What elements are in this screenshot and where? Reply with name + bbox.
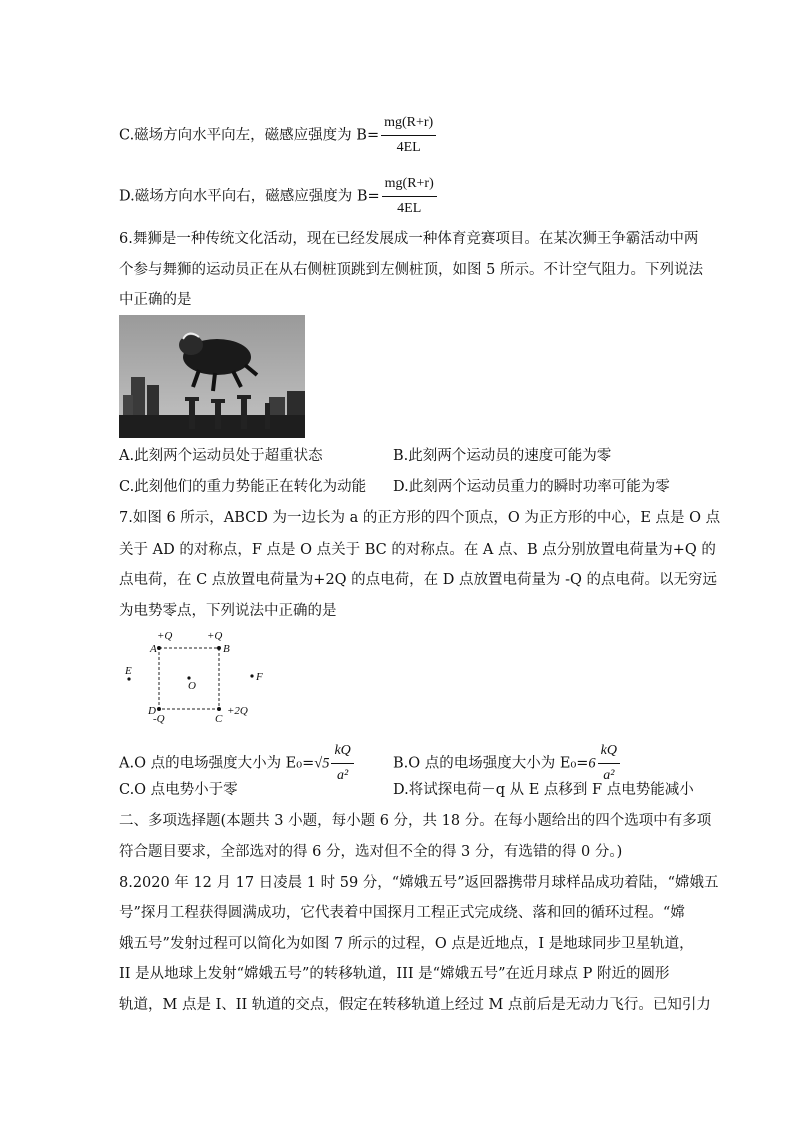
point-f-label: F	[256, 671, 263, 683]
q7-option-b-label: B.O 点的电场强度大小为 E₀=	[393, 755, 589, 772]
q6-option-b: B.此刻两个运动员的速度可能为零	[393, 448, 612, 464]
point-b-label: B	[223, 643, 230, 655]
option-5d-numerator: mg(R+r)	[382, 174, 437, 197]
section2-line-1: 二、多项选择题(本题共 3 小题，每小题 6 分，共 18 分。在每小题给出的四个选项中有多项	[119, 813, 712, 829]
q7-option-a-label: A.O 点的电场强度大小为 E₀=	[119, 755, 315, 772]
point-f	[250, 674, 253, 677]
point-a-label: A	[150, 643, 157, 655]
charge-d-label: -Q	[153, 713, 165, 725]
point-c	[217, 707, 221, 711]
q7-option-d: D.将试探电荷－q 从 E 点移到 F 点电势能减小	[393, 782, 694, 798]
point-e	[127, 677, 130, 680]
point-o-label: O	[188, 680, 196, 692]
q8-line-2: 号”探月工程获得圆满成功，它代表着中国探月工程正式完成绕、落和回的循环过程。“嫦	[119, 905, 685, 921]
point-d	[157, 707, 161, 711]
q6-option-a: A.此刻两个运动员处于超重状态	[119, 448, 323, 464]
q6-line-3: 中正确的是	[119, 292, 192, 308]
point-e-label: E	[125, 665, 132, 677]
option-5c-label: C.磁场方向水平向左，磁感应强度为 B=	[119, 127, 380, 144]
option-5d-fraction	[382, 174, 437, 219]
point-a	[157, 646, 161, 650]
square-charge-diagram	[119, 623, 279, 725]
lion-dance-image-icon	[119, 315, 305, 438]
q6-line-1: 6.舞狮是一种传统文化活动，现在已经发展成一种体育竞赛项目。在某次狮王争霸活动中两	[119, 231, 699, 247]
charge-c-label: +2Q	[227, 705, 248, 717]
charge-a-label: +Q	[157, 630, 173, 642]
q7-option-b-coefficient: 6	[588, 755, 596, 772]
charge-b-label: +Q	[207, 630, 223, 642]
option-5d-denominator: 4EL	[397, 201, 422, 216]
option-5c-denominator: 4EL	[396, 140, 421, 155]
q8-line-4: II 是从地球上发射“嫦娥五号”的转移轨道，III 是“嫦娥五号”在近月球点 P 附近的圆形	[119, 966, 670, 982]
q7-option-b-denominator: a²	[603, 768, 615, 783]
q7-option-a-fraction	[331, 741, 353, 786]
q7-option-a-denominator: a²	[337, 768, 349, 783]
lion-dance-photo	[119, 315, 305, 438]
q7-line-2: 关于 AD 的对称点，F 点是 O 点关于 BC 的对称点。在 A 点、B 点分别放置电荷量为+Q 的	[119, 542, 716, 558]
q7-line-3: 点电荷，在 C 点放置电荷量为+2Q 的点电荷，在 D 点放置电荷量为 -Q 的点电荷。以无穷远	[119, 572, 718, 588]
q8-line-1: 8.2020 年 12 月 17 日凌晨 1 时 59 分，“嫦娥五号”返回器携带月球样品成功着陆，“嫦娥五	[119, 875, 719, 891]
q7-option-b-numerator: kQ	[598, 741, 620, 764]
option-5d-label: D.磁场方向水平向右，磁感应强度为 B=	[119, 188, 380, 205]
q6-option-c: C.此刻他们的重力势能正在转化为动能	[119, 479, 367, 495]
q7-line-4: 为电势零点，下列说法中正确的是	[119, 603, 337, 619]
q6-line-2: 个参与舞狮的运动员正在从右侧桩顶跳到左侧桩顶，如图 5 所示。不计空气阻力。下列说法	[119, 262, 703, 278]
q8-line-5: 轨道，M 点是 I、II 轨道的交点，假定在转移轨道上经过 M 点前后是无动力飞行。已知引力	[119, 997, 711, 1013]
option-5c-numerator: mg(R+r)	[381, 113, 436, 136]
point-d-label: D	[148, 705, 156, 717]
point-b	[217, 646, 221, 650]
q7-line-1: 7.如图 6 所示，ABCD 为一边长为 a 的正方形的四个顶点，O 为正方形的中心，E 点是 O 点	[119, 510, 721, 526]
option-5d	[119, 174, 437, 219]
q7-option-a-coefficient: √5	[314, 755, 330, 772]
q7-option-c: C.O 点电势小于零	[119, 782, 238, 798]
q7-option-a-numerator: kQ	[331, 741, 353, 764]
q8-line-3: 娥五号”发射过程可以简化为如图 7 所示的过程，O 点是近地点，I 是地球同步卫星轨道，	[119, 936, 694, 952]
option-5c-fraction	[381, 113, 436, 158]
option-5c	[119, 113, 436, 158]
section2-line-2: 符合题目要求，全部选对的得 6 分，选对但不全的得 3 分，有选错的得 0 分。)	[119, 844, 623, 860]
q6-option-d: D.此刻两个运动员重力的瞬时功率可能为零	[393, 479, 670, 495]
point-c-label: C	[215, 713, 223, 725]
